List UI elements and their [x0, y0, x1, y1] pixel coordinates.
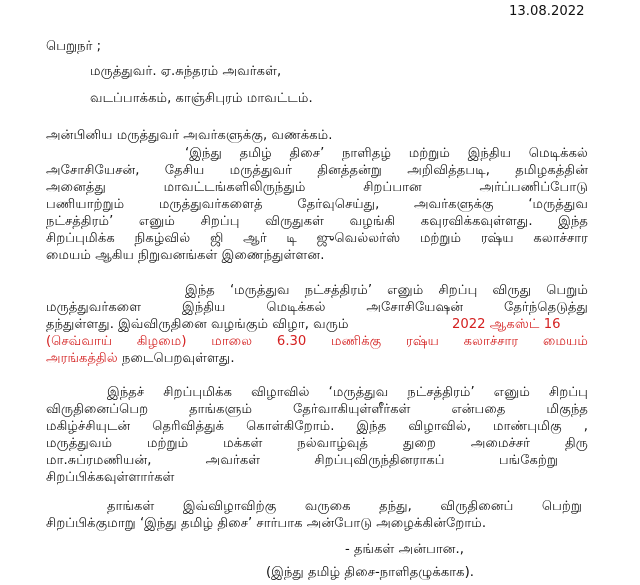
- paragraph1-line: அனைத்து மாவட்டங்களிலிருந்தும் சிறப்பான அர்ப்பணிப்போடு: [46, 180, 588, 195]
- paragraph3-line: மருத்துவம் மற்றும் மக்கள் நல்வாழ்வுத் துறை அமைச்சர் திரு: [46, 436, 588, 451]
- recipient-address: வடப்பாக்கம், காஞ்சிபுரம் மாவட்டம்.: [90, 91, 313, 106]
- event-closing-text: நடைபெறவுள்ளது.: [122, 351, 235, 366]
- paragraph1-line: அசோசியேசன், தேசிய மருத்துவர் தினத்தன்று அறிவித்தபடி, தமிழகத்தின்: [46, 163, 588, 178]
- paragraph1-line: சிறப்புமிக்க நிகழ்வில் ஜி ஆர் டி ஜுவெல்லர்ஸ் மற்றும் ரஷ்ய கலாச்சார: [46, 231, 588, 246]
- paragraph3-line: மகிழ்ச்சியுடன் தெரிவித்துக் கொள்கிறோம். இந்த விழாவில், மாண்புமிகு ,: [46, 419, 588, 434]
- signature-text: (இந்து தமிழ் திசை-நாளிதழுக்காக).: [266, 565, 474, 580]
- event-intro-text: தந்துள்ளது. இவ்விருதினை வழங்கும் விழா, வரும்: [46, 317, 349, 332]
- paragraph1-line: மையம் ஆகிய நிறுவனங்கள் இணைந்துள்ளன.: [46, 248, 325, 263]
- paragraph3-line: இந்தச் சிறப்புமிக்க விழாவில் ‘மருத்துவ நட்சத்திரம்’ எனும் சிறப்பு: [107, 385, 588, 400]
- salutation: அன்பினிய மருத்துவர் அவர்களுக்கு, வணக்கம்.: [46, 128, 333, 143]
- event-time-venue-text: (செவ்வாய் கிழமை) மாலை 6.30 மணிக்கு ரஷ்ய கலாச்சார மையம்: [46, 334, 588, 349]
- paragraph4-line: சிறப்பிக்குமாறு ‘இந்து தமிழ் திசை’ சார்பாக அன்போடு அழைக்கின்றோம்.: [46, 516, 487, 531]
- paragraph4-line: தாங்கள் இவ்விழாவிற்கு வருகை தந்து, விருதினைப் பெற்று: [107, 499, 582, 514]
- paragraph1-line: பணியாற்றும் மருத்துவர்களைத் தேர்வுசெய்து, அவர்களுக்கு ‘மருத்துவ: [46, 197, 588, 212]
- paragraph3-line: மா.சுப்ரமணியன், அவர்கள் சிறப்புவிருந்தினராகப் பங்கேற்று: [46, 453, 558, 468]
- event-venue-text: அரங்கத்தில்: [46, 351, 118, 366]
- recipient-name: மருத்துவர். ஏ.சுந்தரம் அவர்கள்,: [90, 64, 282, 79]
- recipient-label: பெறுநர் ;: [46, 39, 102, 54]
- paragraph1-line: நட்சத்திரம்’ எனும் சிறப்பு விருதுகள் வழங்கி கவுரவிக்கவுள்ளது. இந்த: [46, 214, 588, 229]
- closing-text: - தங்கள் அன்பான.,: [345, 542, 464, 557]
- paragraph2-line: இந்த ‘மருத்துவ நட்சத்திரம்’ எனும் சிறப்பு விருது பெறும்: [185, 283, 588, 298]
- paragraph1-line: ‘இந்து தமிழ் திசை’ நாளிதழ் மற்றும் இந்திய மெடிக்கல்: [185, 146, 588, 161]
- paragraph2-line: மருத்துவர்களை இந்திய மெடிக்கல் அசோசியேஷன் தேர்ந்தெடுத்து: [46, 300, 588, 315]
- paragraph3-line: சிறப்பிக்கவுள்ளார்கள்: [46, 470, 175, 485]
- paragraph2-line: [46, 349, 235, 368]
- letter-date: 13.08.2022: [509, 4, 585, 19]
- paragraph3-line: விருதினைப்பெற தாங்களும் தேர்வாகியுள்ளீர்கள் என்பதை மிகுந்த: [46, 402, 588, 417]
- event-date-text: 2022 ஆகஸ்ட் 16: [452, 317, 561, 332]
